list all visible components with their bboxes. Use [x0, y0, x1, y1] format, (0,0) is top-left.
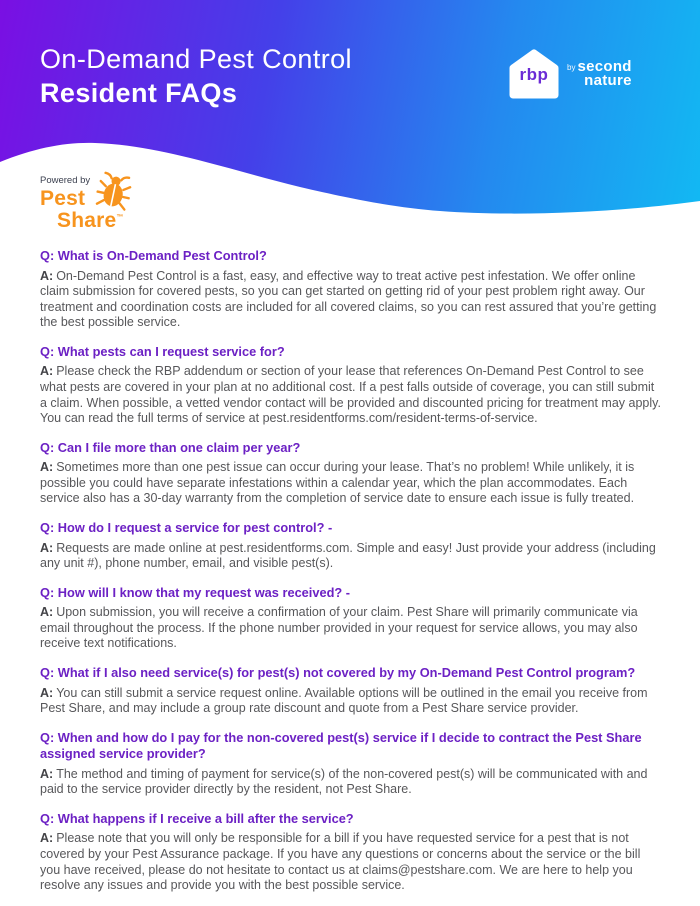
faq-item: [40, 344, 662, 427]
faq-answer-prefix: A:: [40, 766, 54, 781]
faq-answer-text: Please note that you will only be responsible for a bill if you have requested service for a pest that is not covered by your Pest Assurance package. If you have any questions or concerns about the service or the bill you have received, please do not hesitate to contact us at claims@pestshare.com. We are here to help you resolve any issues and provide you with the best possible service.: [40, 831, 641, 893]
faq-answer-prefix: A:: [40, 460, 54, 475]
faq-list: [40, 248, 662, 906]
faq-answer-text: Requests are made online at pest.residentforms.com. Simple and easy! Just provide your address (including any unit #), phone number, email, and visible pest(s).: [40, 540, 656, 571]
rbp-badge: [507, 48, 561, 106]
faq-answer-text: You can still submit a service request online. Available options will be outlined in the email you receive from Pest Share, and may include a group rate discount and quote from a Pest Share service provider.: [40, 685, 648, 716]
faq-answer-prefix: A:: [40, 364, 54, 379]
faq-answer: [40, 831, 662, 893]
page-title: On-Demand Pest Control: [40, 44, 352, 74]
faq-item: [40, 811, 662, 894]
page-subtitle: Resident FAQs: [40, 78, 238, 108]
faq-answer: [40, 767, 662, 798]
trademark-symbol: ™: [116, 214, 124, 221]
faq-answer-prefix: A:: [40, 831, 54, 846]
faq-answer: [40, 460, 662, 507]
faq-question: Q: What if I also need service(s) for pest(s) not covered by my On-Demand Pest Control program?: [40, 665, 636, 680]
faq-item: [40, 440, 662, 507]
faq-answer-text: On-Demand Pest Control is a fast, easy, and effective way to treat active pest infestation. We offer online claim submission for covered pests, so you can get started on getting rid of your pest problem right away. Our treatment and coordination costs are included for all covered claims, so you can rest assured that you’re getting the best possible service.: [40, 268, 657, 330]
faq-answer-prefix: A:: [40, 605, 54, 620]
faq-answer-prefix: A:: [40, 685, 54, 700]
faq-answer-text: Sometimes more than one pest issue can occur during your lease. That’s no problem! While unlikely, it is possible you could have separate infestations within a calendar year, which the plan accommodates. Each service also has a 30-day warranty from the completion of service date to ensure each issue is fully treated.: [40, 460, 635, 506]
faq-question: Q: How will I know that my request was received? -: [40, 584, 351, 600]
faq-answer-text: The method and timing of payment for service(s) of the non-covered pest(s) will be communicated with and paid to the service provider directly by the resident, not Pest Share.: [40, 766, 648, 797]
faq-answer: [40, 364, 662, 426]
faq-answer: [40, 541, 662, 572]
pest-share-logo: [40, 175, 124, 230]
faq-question: Q: Can I file more than one claim per year?: [40, 439, 301, 455]
faq-item: [40, 730, 662, 798]
faq-answer: [40, 605, 662, 652]
page-title-block: [40, 42, 352, 110]
faq-question: Q: What is On-Demand Pest Control?: [40, 248, 267, 263]
faq-answer: [40, 686, 662, 717]
faq-question: Q: What happens if I receive a bill after the service?: [40, 810, 354, 826]
rbp-logo-text: rbp: [519, 65, 549, 84]
faq-item: [40, 665, 662, 717]
faq-question: Q: When and how do I pay for the non-covered pest(s) service if I decide to contract the Pest Share assigned service provider?: [40, 729, 642, 762]
by-label: by: [567, 63, 576, 72]
faq-item: [40, 585, 662, 652]
faq-answer-text: Please check the RBP addendum or section of your lease that references On-Demand Pest Control to see what pests are covered in your plan at no additional cost. If a pest falls outside of coverage, you can still submit a claim. When possible, a vetted vendor contact will be provided and discounted pricing for treatment may apply. You can read the full terms of service at pest.residentforms.com/resident-terms-of-service.: [40, 364, 661, 426]
powered-by-label: Powered by: [40, 175, 91, 186]
share-word: Share™: [57, 209, 124, 232]
faq-answer: [40, 269, 662, 331]
faq-answer-text: Upon submission, you will receive a confirmation of your claim. Pest Share will primarily communicate via email throughout the process. If the phone number provided in your request for service allows, you may also receive text notifications.: [40, 605, 638, 651]
pest-word: Pest: [40, 187, 86, 210]
second-nature-logo: [567, 60, 632, 106]
faq-question: Q: What pests can I request service for?: [40, 343, 285, 359]
faq-answer-prefix: A:: [40, 268, 54, 283]
rbp-logo: [507, 48, 632, 106]
faq-item: [40, 520, 662, 572]
faq-answer-prefix: A:: [40, 540, 54, 555]
faq-question: Q: How do I request a service for pest control? -: [40, 520, 333, 536]
brand-word-nature: nature: [584, 72, 632, 89]
faq-item: [40, 248, 662, 331]
brand-word-second: second: [577, 58, 632, 75]
